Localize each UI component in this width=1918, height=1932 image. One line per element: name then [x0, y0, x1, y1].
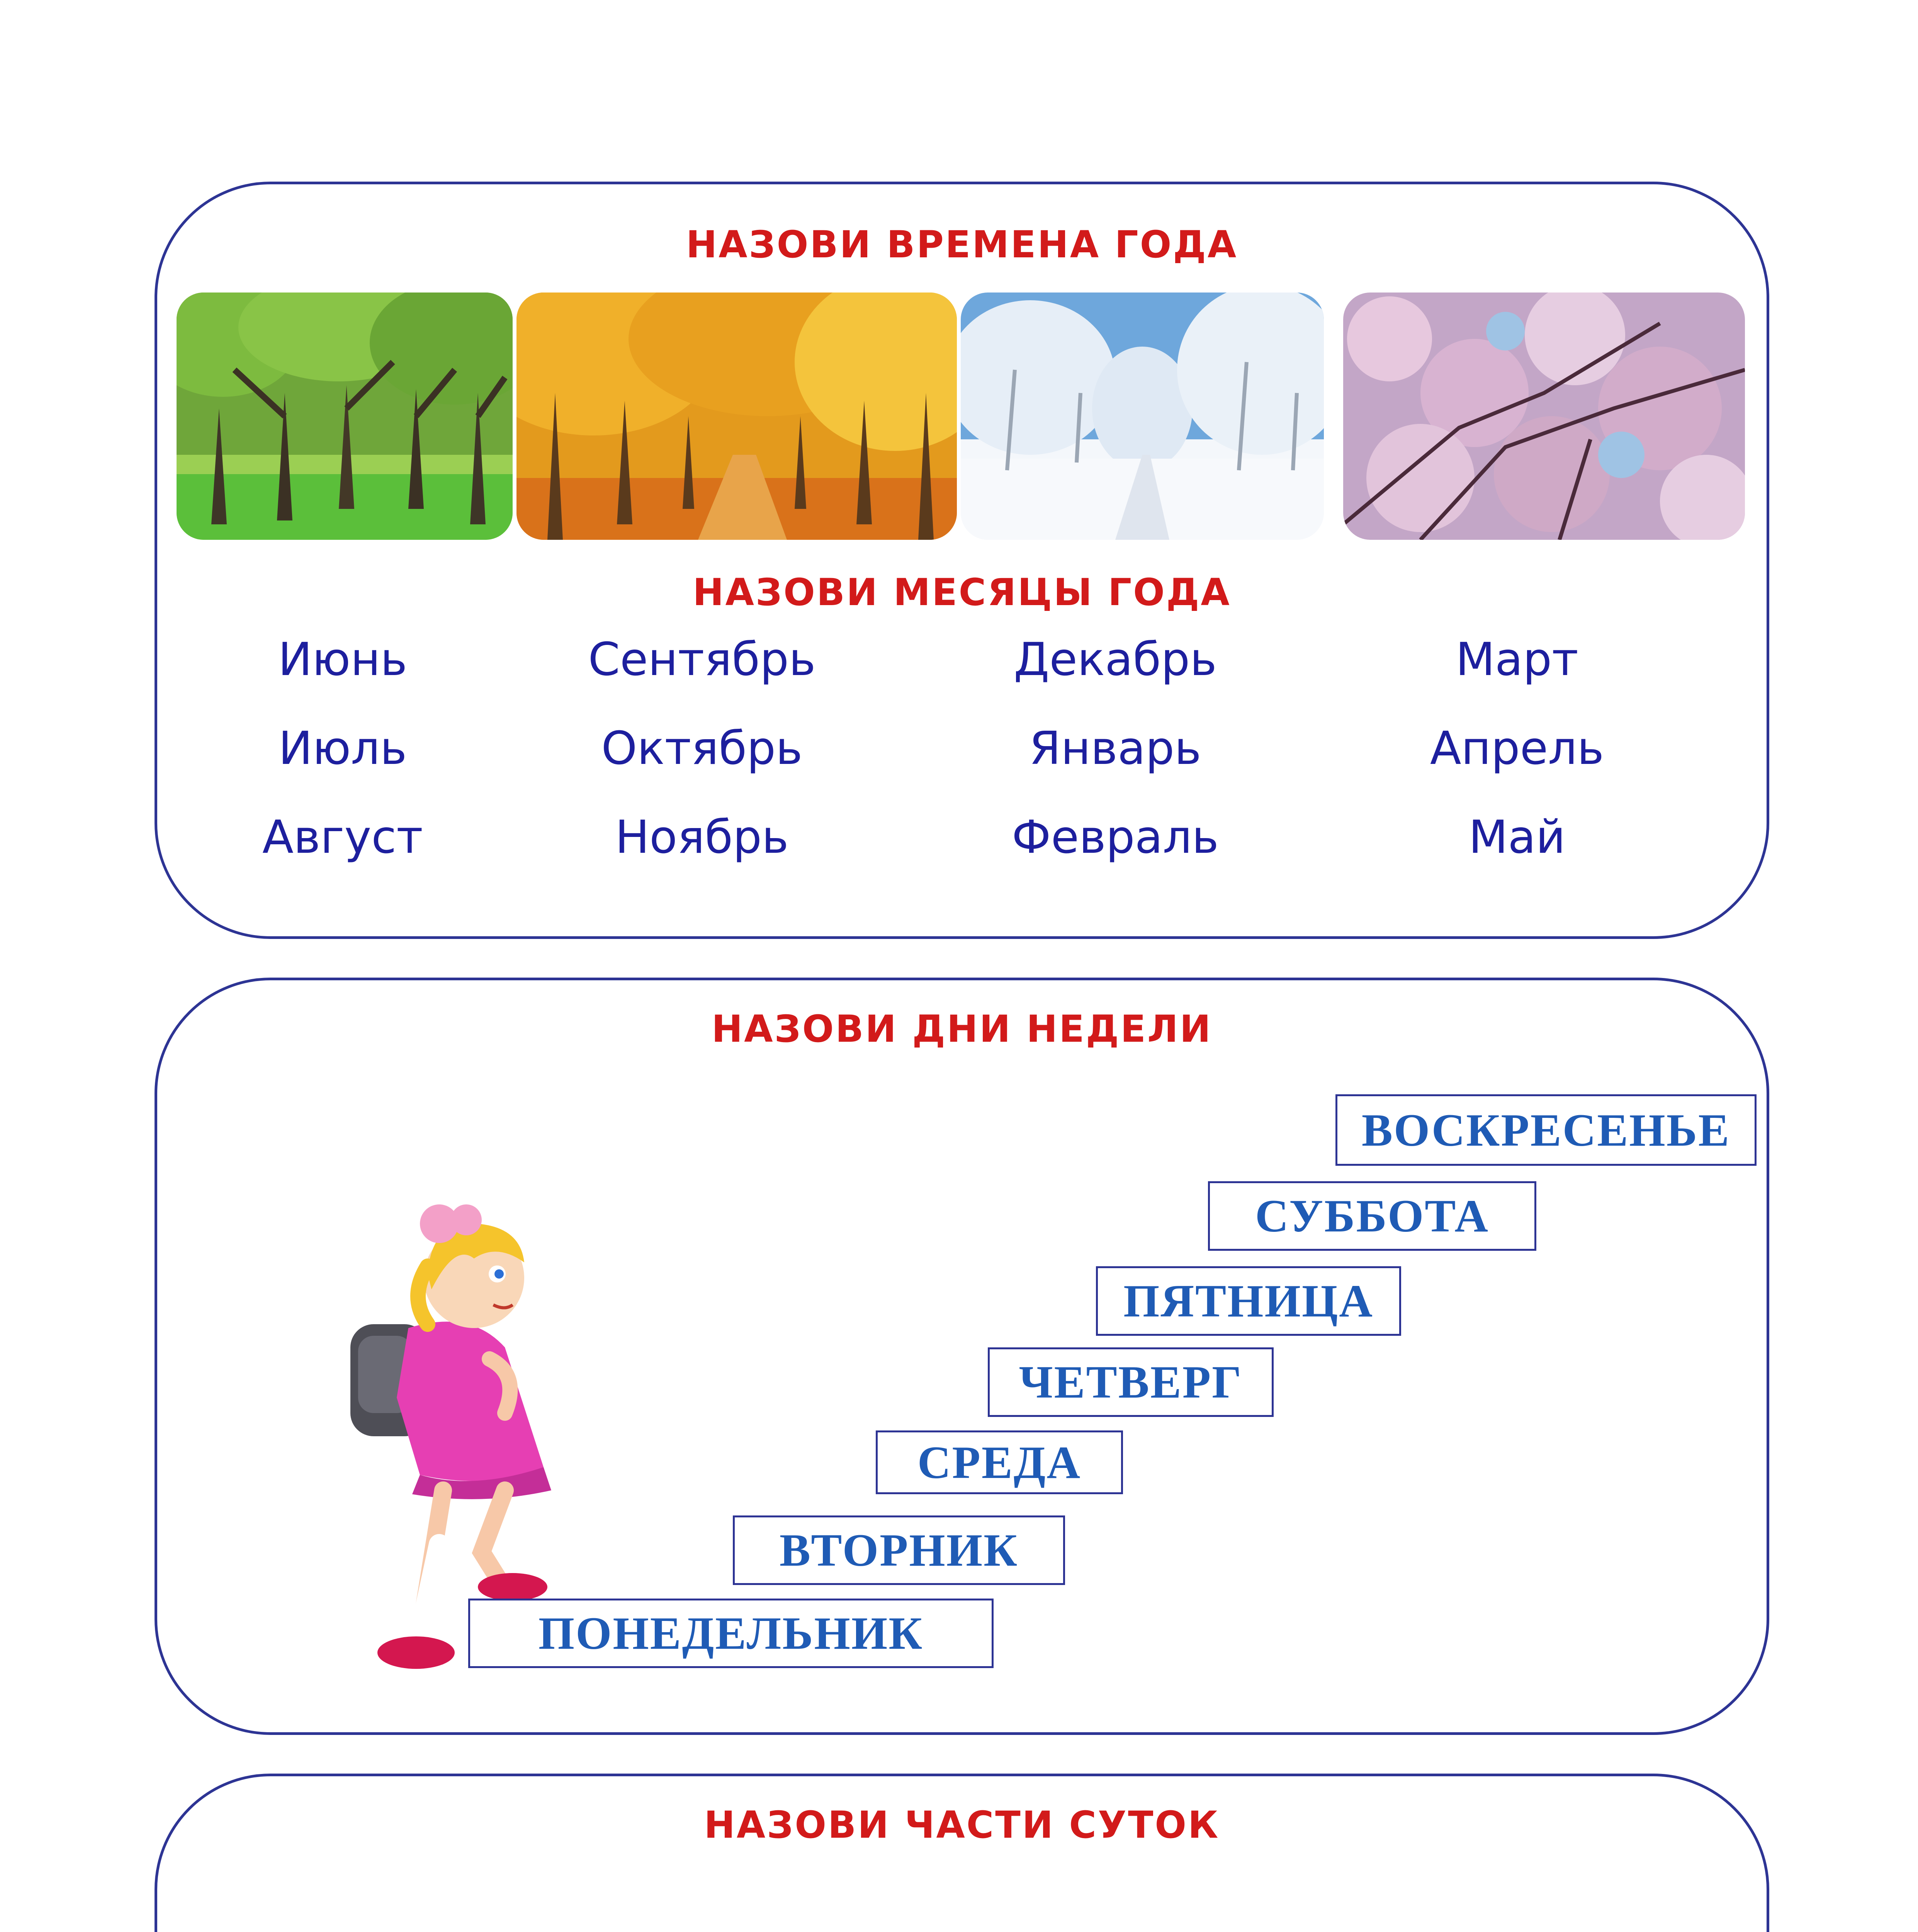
month-august: Август [262, 810, 423, 864]
month-september: Сентябрь [588, 633, 816, 686]
month-july: Июль [278, 721, 407, 775]
month-december: Декабрь [1014, 633, 1217, 686]
days-heading: НАЗОВИ ДНИ НЕДЕЛИ [711, 1007, 1213, 1051]
months-heading: НАЗОВИ МЕСЯЦЫ ГОДА [693, 571, 1231, 614]
day-tuesday: ВТОРНИК [733, 1515, 1065, 1585]
day-thursday: ЧЕТВЕРГ [988, 1347, 1274, 1417]
day-friday: ПЯТНИЦА [1096, 1266, 1401, 1336]
summer-trees-photo [177, 293, 513, 540]
month-may: Май [1468, 810, 1566, 864]
month-november: Ноябрь [615, 810, 789, 864]
day-wednesday: СРЕДА [876, 1430, 1123, 1494]
month-january: Январь [1029, 721, 1201, 775]
winter-trees-photo [961, 293, 1324, 540]
seasons-heading: НАЗОВИ ВРЕМЕНА ГОДА [686, 223, 1238, 266]
month-february: Февраль [1012, 810, 1219, 864]
day-saturday: СУББОТА [1208, 1181, 1536, 1251]
seasons-panel [155, 182, 1769, 939]
month-october: Октябрь [601, 721, 803, 775]
month-june: Июнь [278, 633, 408, 686]
day-sunday: ВОСКРЕСЕНЬЕ [1335, 1094, 1757, 1166]
parts-of-day-panel [155, 1774, 1769, 1932]
days-panel [155, 978, 1769, 1735]
month-april: Апрель [1430, 721, 1604, 775]
autumn-trees-photo [516, 293, 957, 540]
day-monday: ПОНЕДЕЛЬНИК [468, 1599, 994, 1668]
spring-blossom-photo [1343, 293, 1745, 540]
parts-of-day-heading: НАЗОВИ ЧАСТИ СУТОК [704, 1803, 1220, 1847]
month-march: Март [1456, 633, 1578, 686]
